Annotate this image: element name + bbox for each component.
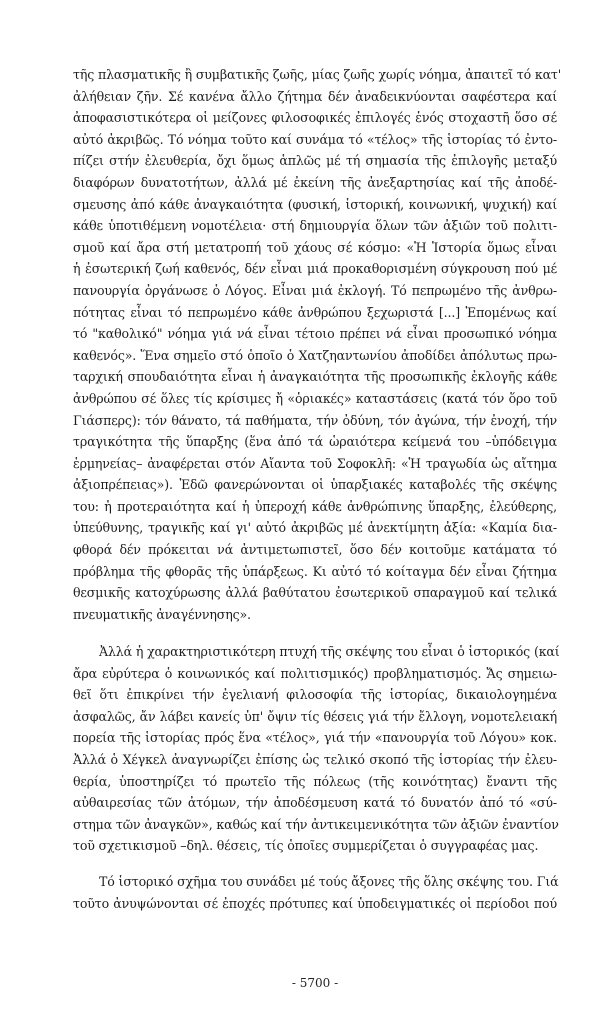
text-line: στημα τῶν ἀναγκῶν», καθώς καί τήν ἀντικειμενικότητα τῶν ἀξιῶν ἐναντίον	[73, 816, 559, 832]
text-line: διαφόρων δυνατοτήτων, ἀλλά μέ ἐκείνη τῆς ἀνεξαρτησίας καί τῆς ἀποδέ-	[73, 174, 557, 190]
text-line: ἀλήθειαν ζῆν. Σέ κανένα ἄλλο ζήτημα δέν ἀναδεικνύονται σαφέστερα καί	[73, 88, 557, 104]
text-line: ταρχική σπουδαιότητα εἶναι ἡ ἀναγκαιότητα τῆς προσωπικῆς ἐκλογῆς κάθε	[73, 369, 557, 385]
text-line: σμοῦ καί ἄρα στή μετατροπή τοῦ χάους σέ κόσμο: «Ἡ Ἱστορία ὅμως εἶναι	[73, 239, 557, 255]
text-line: ἡ ἐσωτερική ζωή καθενός, δέν εἶναι μιά προκαθορισμένη σύγκρουση πού μέ	[73, 261, 557, 277]
text-line: πρόβλημα τῆς φθορᾶς τῆς ὑπάρξεως. Κι αὐτό τό κοίταγμα δέν εἶναι ζήτημα	[73, 563, 557, 579]
text-line: τό "καθολικό" νόημα γιά νά εἶναι τέτοιο πρέπει νά εἶναι προσωπικό νόημα	[73, 326, 557, 342]
text-line: ἀποφασιστικότερα οἱ μείζονες φιλοσοφικές ἐπιλογές ἑνός στοχαστῆ ὅσο σέ	[73, 110, 557, 126]
text-line: Τό ἱστορικό σχῆμα του συνάδει μέ τούς ἄξονες τῆς ὅλης σκέψης του. Γιά	[99, 874, 559, 889]
text-line: τοῦτο ἀνυψώνονται σέ ἐποχές πρότυπες καί ὑποδειγματικές οἱ περίοδοι πού	[73, 895, 557, 911]
text-line: θεῖ ὅτι ἐπικρίνει τήν ἐγελιανή φιλοσοφία τῆς ἱστορίας, δικαιολογημένα	[73, 687, 557, 703]
text-line: πότητας εἶναι τό πεπρωμένο κάθε ἀνθρώπου ξεχωριστά [...] Ἐπομένως καί	[73, 304, 557, 320]
text-line: ἄρα εὐρύτερα ὁ κοινωνικός καί πολιτισμικός) προβληματισμός. Ἄς σημειω-	[73, 665, 557, 681]
text-line: φθορά δέν πρόκειται νά ἀντιμετωπιστεῖ, ὅσο δέν κοιτοῦμε κατάματα τό	[73, 542, 557, 558]
paragraph-3	[73, 871, 557, 914]
text-line: πανουργία ὀργάνωσε ὁ Λόγος. Εἶναι μιά ἐκλογή. Τό πεπρωμένο τῆς ἀνθρω-	[73, 282, 557, 298]
page-number: - 5700 -	[291, 976, 339, 990]
text-line: πνευματικῆς ἀναγέννησης».	[73, 606, 251, 622]
text-line: του: ἡ προτεραιότητα καί ἡ ὑπεροχή κάθε ἀνθρώπινης ὕπαρξης, ἐλεύθερης,	[73, 498, 557, 514]
text-line: αὐθαιρεσίας τῶν ἀτόμων, τήν ἀποδέσμευση κατά τό δυνατόν ἀπό τό «σύ-	[73, 795, 557, 811]
paragraph-2	[73, 641, 560, 857]
text-line: ἀξιοπρέπειας»). Ἐδῶ φανερώνονται οἱ ὑπαρξιακές καταβολές τῆς σκέψης	[73, 477, 557, 493]
text-line: ἀνθρώπου σέ ὅλες τίς κρίσιμες ἤ «ὁριακές» καταστάσεις (κατά τόν ὅρο τοῦ	[73, 390, 557, 406]
text-line: τοῦ σχετικισμοῦ –δηλ. θέσεις, τίς ὁποῖες συμμερίζεται ὁ συγγραφέας μας.	[73, 838, 539, 854]
text-line: σμευσης ἀπό κάθε ἀναγκαιότητα (φυσική, ἱστορική, κοινωνική, ψυχική) καί	[73, 196, 557, 212]
text-line: τραγικότητα τῆς ὕπαρξης (ἕνα ἀπό τά ὡραιότερα κείμενά του –ὑπόδειγμα	[73, 434, 557, 450]
text-line: Ἀλλά ἡ χαρακτηριστικότερη πτυχή τῆς σκέψης του εἶναι ὁ ἱστορικός (καί	[99, 644, 560, 659]
text-line: Γιάσπερς): τόν θάνατο, τά παθήματα, τήν ὀδύνη, τόν ἀγώνα, τήν ἐνοχή, τήν	[73, 412, 557, 428]
text-line: τῆς πλασματικῆς ἢ συμβατικῆς ζωῆς, μίας ζωῆς χωρίς νόημα, ἀπαιτεῖ τό κατ'	[73, 67, 562, 82]
text-line: ἑρμηνείας– ἀναφέρεται στόν Αἴαντα τοῦ Σοφοκλῆ: «Ἡ τραγωδία ὡς αἴτημα	[73, 455, 557, 471]
text-line: πορεία τῆς ἱστορίας πρός ἕνα «τέλος», γιά τήν «πανουργία τοῦ Λόγου» κοκ.	[73, 730, 557, 746]
document-page	[73, 0, 562, 1024]
text-line: ἀσφαλῶς, ἄν λάβει κανείς ὑπ' ὄψιν τίς θέσεις γιά τήν ἔλλογη, νομοτελειακή	[73, 708, 557, 724]
text-line: καθενός». Ἕνα σημεῖο στό ὁποῖο ὁ Χατζηαντωνίου ἀποδίδει ἀπόλυτως πρω-	[73, 347, 557, 363]
text-line: αὐτό ἀκριβῶς. Τό νόημα τοῦτο καί συνάμα τό «τέλος» τῆς ἱστορίας τό ἐντο-	[73, 131, 557, 147]
text-line: ὑπεύθυνης, τραγικῆς καί γι' αὐτό ἀκριβῶς μέ ἀνεκτίμητη ἀξία: «Καμία δια-	[73, 520, 557, 536]
text-line: Ἀλλά ὁ Χέγκελ ἀναγνωρίζει ἐπίσης ὡς τελικό σκοπό τῆς ἱστορίας τήν ἐλευ-	[73, 751, 557, 767]
paragraph-1	[73, 64, 562, 625]
text-line: πίζει στήν ἐλευθερία, ὄχι ὅμως ἁπλῶς μέ τή σημασία τῆς ἐπιλογῆς μεταξύ	[73, 153, 557, 169]
text-line: θεσμικῆς κατοχύρωσης ἀλλά βαθύτατου ἐσωτερικοῦ σπαραγμοῦ καί τελικά	[73, 585, 557, 601]
text-line: θερία, ὑποστηρίζει τό πρωτεῖο τῆς πόλεως (τῆς κοινότητας) ἔναντι τῆς	[73, 773, 557, 789]
text-line: κάθε ὑποτιθέμενη νομοτέλεια· στή δημιουργία ὅλων τῶν ἀξιῶν τοῦ πολιτι-	[73, 218, 557, 234]
